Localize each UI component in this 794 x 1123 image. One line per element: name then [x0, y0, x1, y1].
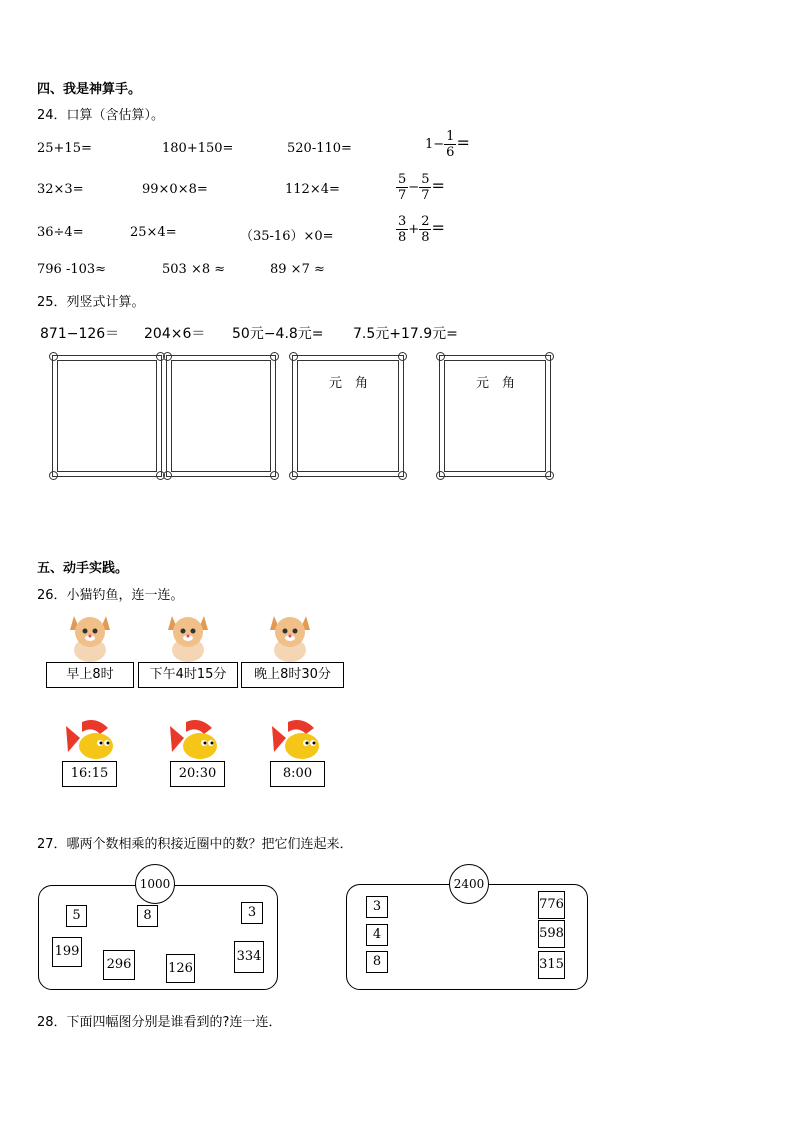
cat-time-label[interactable]: 早上8时	[46, 662, 134, 688]
cat-time-label[interactable]: 下午4时15分	[138, 662, 238, 688]
fraction-expression	[396, 214, 445, 245]
corner-ornament	[49, 352, 58, 361]
number-card[interactable]: 296	[103, 950, 135, 980]
fraction	[419, 172, 431, 203]
oral-calc-item: 180+150=	[162, 141, 234, 156]
question-27-label: 27．哪两个数相乘的积接近圈中的数？把它们连起来．	[37, 837, 353, 852]
estimate-item: 89 ×7 ≈	[270, 262, 325, 277]
target-number-circle: 1000	[135, 864, 175, 904]
corner-ornament	[545, 352, 554, 361]
corner-ornament	[289, 352, 298, 361]
corner-ornament	[398, 471, 407, 480]
fish-icon	[62, 718, 120, 762]
question-26-label: 26．小猫钓鱼，连一连。	[37, 588, 184, 603]
answer-box[interactable]	[439, 355, 551, 477]
fraction	[396, 214, 408, 245]
number-card[interactable]: 5	[66, 905, 87, 927]
numerator: 3	[398, 214, 407, 229]
number-card[interactable]: 315	[538, 951, 565, 979]
cat-time-label[interactable]: 晚上8时30分	[241, 662, 344, 688]
oral-calc-item: 32×3=	[37, 182, 84, 197]
denominator: 8	[421, 230, 430, 245]
number-card[interactable]: 8	[137, 905, 158, 927]
number-card[interactable]: 4	[366, 924, 388, 946]
oral-calc-item: 520-110=	[287, 141, 352, 156]
answer-box[interactable]	[166, 355, 276, 477]
number-card[interactable]: 199	[52, 937, 82, 967]
fraction	[396, 172, 408, 203]
operator: −	[408, 180, 420, 195]
number-card[interactable]: 8	[366, 951, 388, 973]
corner-ornament	[49, 471, 58, 480]
answer-box[interactable]	[52, 355, 162, 477]
fraction	[419, 214, 431, 245]
question-25-label: 25．列竖式计算。	[37, 295, 145, 310]
unit-labels: 元 角	[476, 376, 516, 391]
vertical-calc-problem: 50元−4.8元=	[232, 326, 324, 342]
number-card[interactable]: 776	[538, 891, 565, 919]
corner-ornament	[270, 471, 279, 480]
fraction-prefix: 1−	[425, 137, 445, 152]
oral-calc-item: 99×0×8=	[142, 182, 208, 197]
vertical-calc-problem: 7.5元+17.9元=	[353, 326, 458, 342]
denominator: 7	[421, 188, 430, 203]
numerator: 5	[421, 172, 430, 187]
question-28-label: 28．下面四幅图分别是谁看到的?连一连．	[37, 1015, 282, 1030]
fish-time-label[interactable]: 8:00	[270, 761, 325, 787]
number-card[interactable]: 3	[241, 902, 263, 924]
number-card[interactable]: 598	[538, 920, 565, 948]
corner-ornament	[398, 352, 407, 361]
fish-time-label[interactable]: 16:15	[62, 761, 117, 787]
oral-calc-item: 112×4=	[285, 182, 340, 197]
cat-icon	[266, 610, 314, 662]
question-24-label: 24．口算（含估算）。	[37, 108, 165, 123]
target-number-circle: 2400	[449, 864, 489, 904]
fraction	[444, 129, 456, 160]
oral-calc-item: （35-16）×0=	[240, 229, 334, 244]
fish-icon	[268, 718, 326, 762]
vertical-calc-problem: 871−126＝	[40, 326, 120, 342]
corner-ornament	[270, 352, 279, 361]
numerator: 5	[398, 172, 407, 187]
equals-sign: =	[431, 218, 445, 237]
number-card[interactable]: 3	[366, 896, 388, 918]
fish-icon	[166, 718, 224, 762]
corner-ornament	[545, 471, 554, 480]
fish-time-label[interactable]: 20:30	[170, 761, 225, 787]
numerator: 1	[446, 129, 455, 144]
denominator: 6	[446, 145, 455, 160]
estimate-item: 796 -103≈	[37, 262, 107, 277]
fraction-expression	[396, 172, 445, 203]
equals-sign: =	[431, 176, 445, 195]
denominator: 7	[398, 188, 407, 203]
operator: +	[408, 222, 420, 237]
section-title: 四、我是神算手。	[37, 82, 142, 97]
corner-ornament	[163, 352, 172, 361]
equals-sign: =	[456, 133, 470, 152]
corner-ornament	[289, 471, 298, 480]
unit-labels: 元 角	[329, 376, 369, 391]
estimate-item: 503 ×8 ≈	[162, 262, 226, 277]
numerator: 2	[421, 214, 430, 229]
cat-icon	[164, 610, 212, 662]
section-title: 五、动手实践。	[37, 561, 129, 576]
corner-ornament	[436, 352, 445, 361]
cat-icon	[66, 610, 114, 662]
denominator: 8	[398, 230, 407, 245]
answer-box[interactable]	[292, 355, 404, 477]
oral-calc-item: 25+15=	[37, 141, 92, 156]
oral-calc-item: 36÷4=	[37, 225, 84, 240]
corner-ornament	[436, 471, 445, 480]
number-card[interactable]: 334	[234, 941, 264, 973]
vertical-calc-problem: 204×6＝	[144, 326, 206, 342]
oral-calc-item: 25×4=	[130, 225, 177, 240]
number-card[interactable]: 126	[166, 954, 195, 983]
corner-ornament	[163, 471, 172, 480]
fraction-expression	[425, 129, 470, 160]
